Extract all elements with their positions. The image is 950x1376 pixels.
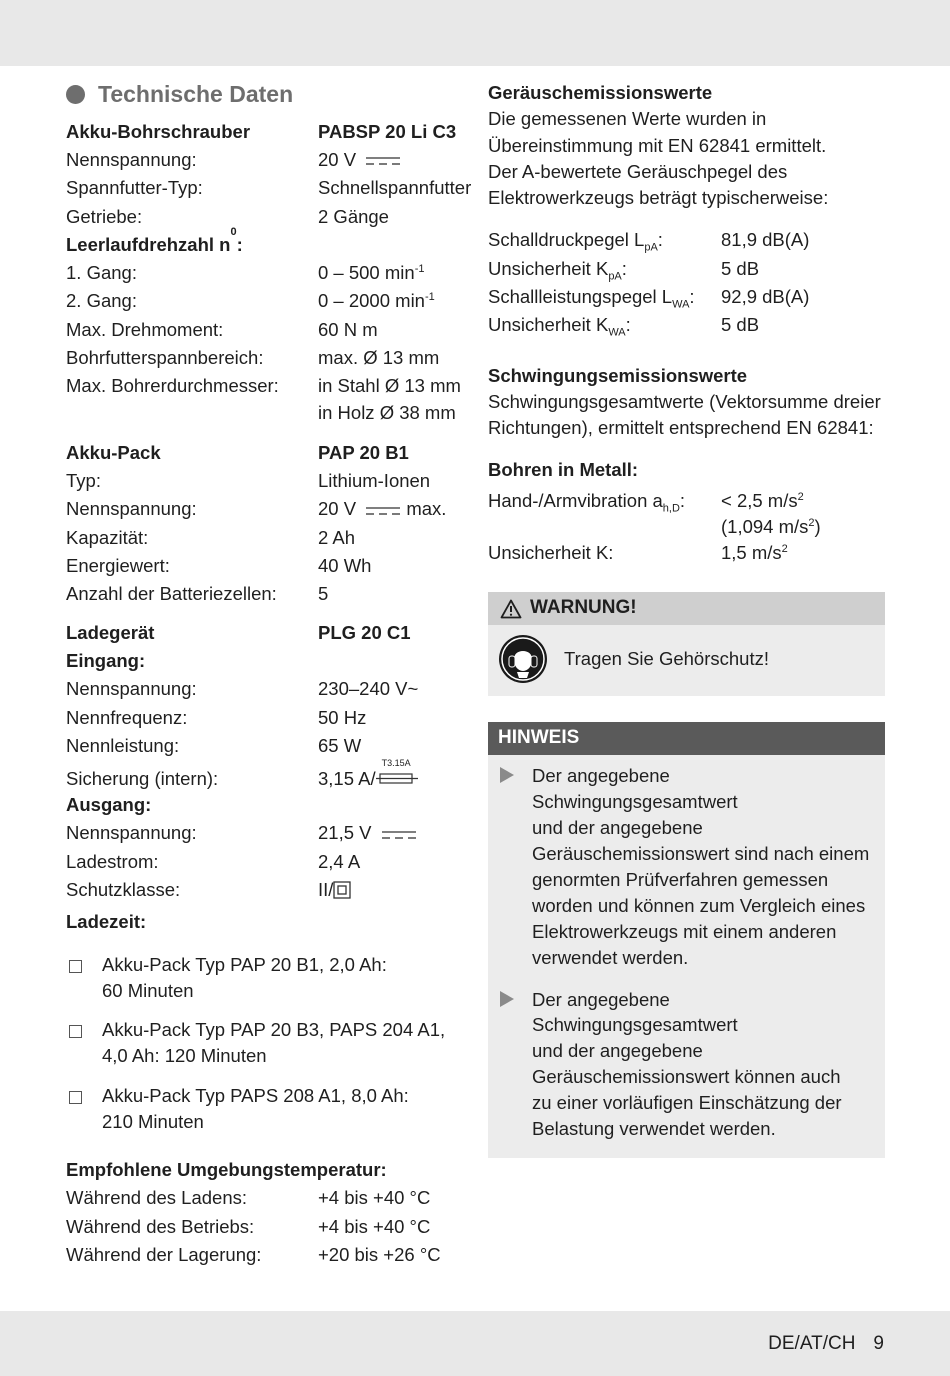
protection-class-ii-icon bbox=[333, 881, 351, 899]
hand-arm-vibration-row: Hand-/Armvibration $a_{h,D}$: < 2,5 $m/s^2$ (1,094 $m/s^2$) bbox=[488, 489, 821, 537]
drill-header: Akku-Bohrschrauber PABSP 20 Li C3 bbox=[66, 120, 457, 142]
charger-power-row: Nennleistung: 65 W bbox=[66, 734, 362, 756]
charger-input-header: Eingang: bbox=[66, 649, 146, 671]
fuse-icon: T3.15A bbox=[376, 767, 418, 789]
arrow-right-icon bbox=[500, 991, 514, 1007]
drill-diameter-row: Max. Bohrerdurchmesser: in Stahl Ø 13 mm in Holz Ø 38 mm bbox=[66, 375, 461, 423]
right-column bbox=[488, 80, 885, 1158]
torque-row: Max. Drehmoment: 60 N m bbox=[66, 318, 378, 340]
hint-box bbox=[488, 722, 885, 1157]
pack-energy-row: Energiewert: 40 Wh bbox=[66, 555, 372, 577]
uncertainty-kpa-row: Unsicherheit $K_{pA}$: 5 dB bbox=[488, 257, 760, 283]
chuck-type-row: Spannfutter-Typ: Schnellspannfutter bbox=[66, 177, 472, 199]
warning-triangle-icon bbox=[500, 599, 522, 619]
left-column bbox=[66, 78, 472, 1270]
checkbox-square-icon bbox=[69, 1025, 82, 1038]
temp-operation-row: Während des Betriebs: +4 bis +40 °C bbox=[66, 1215, 431, 1237]
charger-current-row: Ladestrom: 2,4 A bbox=[66, 850, 361, 872]
hearing-protection-icon bbox=[498, 634, 548, 684]
temp-storage-row: Während der Lagerung: +20 bis +26 °C bbox=[66, 1243, 441, 1265]
pack-cells-row: Anzahl der Batteriezellen: 5 bbox=[66, 583, 329, 605]
gearbox-row: Getriebe: 2 Gänge bbox=[66, 205, 389, 227]
charger-fuse-row: Sicherung (intern): 3,15 A/ T3.15A bbox=[66, 761, 466, 792]
idle-speed-header: Leerlaufdrehzahl n 0 : bbox=[66, 225, 243, 255]
direct-current-icon bbox=[365, 156, 401, 166]
page-number: 9 bbox=[873, 1333, 884, 1354]
section-title: Technische Daten bbox=[66, 78, 466, 111]
warning-body bbox=[488, 625, 885, 696]
vibration-header: Schwingungsemissionswerte bbox=[488, 364, 748, 386]
temp-charging-row: Während des Ladens: +4 bis +40 °C bbox=[66, 1187, 431, 1209]
list-item: Akku-Pack Typ PAP 20 B3, PAPS 204 A1, 4,0 Ah: 120 Minuten bbox=[66, 1017, 466, 1069]
pack-voltage-row: Nennspannung: 20 V max. bbox=[66, 498, 447, 520]
charger-frequency-row: Nennfrequenz: 50 Hz bbox=[66, 706, 367, 728]
warning-text: Tragen Sie Gehörschutz! bbox=[564, 648, 769, 670]
sound-pressure-row: Schalldruckpegel $L_{pA}$: 81,9 dB(A) bbox=[488, 229, 810, 255]
list-item: Der angegebene Schwingungsgesamtwert und der angegebene Geräuschemissionswert sind nach einem genormten Prüfverfahren gemessen worden und können zum Vergleich eines Elektrowerkzeugs mit einem anderen verwendet werden. bbox=[488, 755, 885, 980]
hint-header: HINWEIS bbox=[488, 722, 885, 755]
noise-paragraph: Die gemessenen Werte wurden in Übereinstimmung mit EN 62841 ermittelt. Der A-bewertete Geräuschpegel des Elektrowerkzeugs beträgt typischerweise: bbox=[488, 108, 829, 209]
direct-current-icon bbox=[365, 506, 401, 516]
page-footer bbox=[768, 1331, 884, 1358]
charger-output-header: Ausgang: bbox=[66, 794, 152, 816]
gear2-row: 2. Gang: 0 – 2000 $\min^{-1}$ bbox=[66, 290, 435, 312]
metal-drilling-header: Bohren in Metall: bbox=[488, 459, 639, 481]
list-item: Akku-Pack Typ PAPS 208 A1, 8,0 Ah: 210 Minuten bbox=[66, 1083, 466, 1135]
uncertainty-kwa-row: Unsicherheit $K_{WA}$: 5 dB bbox=[488, 314, 760, 339]
checkbox-square-icon bbox=[69, 1091, 82, 1104]
charge-time-header: Ladezeit: bbox=[66, 911, 147, 933]
checkbox-square-icon bbox=[69, 960, 82, 973]
warning-header: WARNUNG! bbox=[488, 592, 885, 625]
pack-type-row: Typ: Lithium-Ionen bbox=[66, 470, 431, 492]
chuck-range-row: Bohrfutterspannbereich: max. Ø 13 mm bbox=[66, 347, 440, 369]
top-band bbox=[0, 0, 950, 66]
region-label: DE/AT/CH bbox=[768, 1333, 856, 1354]
protection-class-row: Schutzklasse: II/ bbox=[66, 877, 466, 905]
vibration-paragraph: Schwingungsgesamtwerte (Vektorsumme dreier Richtungen), ermittelt entsprechend EN 62841: bbox=[488, 390, 881, 439]
gear1-row: 1. Gang: 0 – 500 $\min^{-1}$ bbox=[66, 262, 425, 284]
sound-power-row: Schallleistungspegel $L_{WA}$: 92,9 dB(A) bbox=[488, 285, 810, 311]
vibration-uncertainty-row: Unsicherheit K: 1,5 $m/s^2$ bbox=[488, 542, 788, 564]
pack-header: Akku-Pack PAP 20 B1 bbox=[66, 441, 409, 463]
arrow-right-icon bbox=[500, 767, 514, 783]
list-item: Der angegebene Schwingungsgesamtwert und der angegebene Geräuschemissionswert können auch zu einer vorläufigen Einschätzung der Belastung verwendet werden. bbox=[488, 981, 885, 1152]
list-item: Akku-Pack Typ PAP 20 B1, 2,0 Ah: 60 Minuten bbox=[66, 952, 466, 1004]
direct-current-icon bbox=[381, 830, 417, 840]
bullet-circle-icon bbox=[66, 85, 85, 104]
warning-box bbox=[488, 592, 885, 696]
pack-capacity-row: Kapazität: 2 Ah bbox=[66, 526, 356, 548]
charger-header: Ladegerät PLG 20 C1 bbox=[66, 621, 411, 643]
temperature-header: Empfohlene Umgebungstemperatur: bbox=[66, 1158, 387, 1180]
charger-in-voltage-row: Nennspannung: 230–240 V~ bbox=[66, 678, 419, 700]
drill-voltage-row: Nennspannung: 20 V bbox=[66, 147, 466, 175]
noise-header: Geräuschemissionswerte bbox=[488, 82, 713, 103]
charger-out-voltage-row: Nennspannung: 21,5 V bbox=[66, 820, 466, 848]
